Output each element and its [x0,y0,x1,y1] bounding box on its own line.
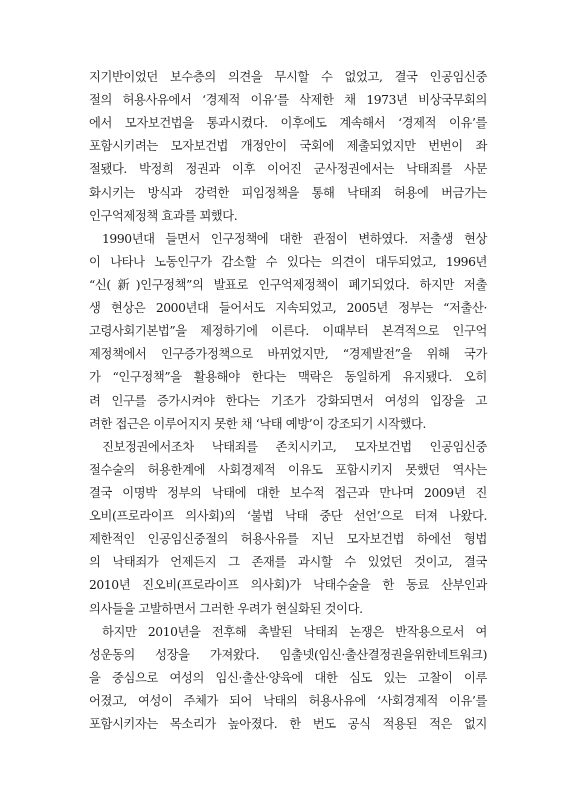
body-text [89,66,487,736]
paragraph-1 [89,66,487,228]
text-line: 결국 이명박 정부의 낙태에 대한 보수적 접근과 만나며 2009년 진 [89,485,487,500]
text-line: 포함시키려는 모자보건법 개정안이 국회에 제출되었지만 번번이 좌 [89,139,487,154]
text-line: 생 현상은 2000년대 들어서도 지속되었고, 2005년 정부는 “저출산· [89,301,487,316]
text-line: 에서 모자보건법을 통과시켰다. 이후에도 계속해서 ‘경제적 이유’를 [89,116,487,131]
text-line: 이 나타나 노동인구가 감소할 수 있다는 의견이 대두되었고, 1996년 [89,254,487,269]
text-line: 을 중심으로 여성의 임신·출산·양육에 대한 심도 있는 고찰이 이루 [89,670,487,685]
text-line: 제한적인 인공임신중절의 허용사유를 지닌 모자보건법 하에선 형법 [89,532,487,547]
text-line: 절됐다. 박정희 정권과 이후 이어진 군사정권에서는 낙태죄를 사문 [89,162,487,177]
text-line: 진보정권에서조차 낙태죄를 존치시키고, 모자보건법 인공임신중 [102,439,487,454]
text-line: 가 “인구정책”을 활용해야 한다는 맥락은 동일하게 유지됐다. 오히 [89,370,487,385]
text-line: 1990년대 들면서 인구정책에 대한 관점이 변하였다. 저출생 현상 [102,231,487,246]
text-line: 성운동의 성장을 가져왔다. 임출넷(임신·출산결정권을위한네트워크) [89,647,487,662]
text-line: 고령사회기본법”을 제정하기에 이른다. 이때부터 본격적으로 인구억 [89,324,487,339]
text-line: 지기반이었던 보수층의 의견을 무시할 수 없었고, 결국 인공임신중 [89,70,487,84]
text-line: 려 인구를 증가시켜야 한다는 기조가 강화되면서 여성의 입장을 고 [89,393,487,408]
text-line: 오비(프로라이프 의사회)의 ‘불법 낙태 중단 선언’으로 터져 나왔다. [89,509,487,524]
paragraph-4 [89,621,487,737]
text-line: 포함시키자는 목소리가 높아졌다. 한 번도 공식 적용된 적은 없지 [89,717,487,732]
text-line: 2010년 진오비(프로라이프 의사회)가 낙태수술을 한 동료 산부인과 [89,578,487,593]
text-line: 절수술의 허용한계에 사회경제적 이유도 포함시키지 못했던 역사는 [89,462,487,477]
text-line: 의 낙태죄가 언제든지 그 존재를 과시할 수 있었던 것이고, 결국 [89,555,487,570]
text-line: 어졌고, 여성이 주체가 되어 낙태의 허용사유에 ‘사회경제적 이유’를 [89,693,487,708]
text-line: 인구억제정책 효과를 꾀했다. [89,208,238,223]
paragraph-3 [89,436,487,621]
text-line: 절의 허용사유에서 ‘경제적 이유’를 삭제한 채 1973년 비상국무회의 [89,93,487,108]
text-line: 화시키는 방식과 강력한 피임정책을 통해 낙태죄 허용에 버금가는 [89,185,487,200]
text-line: 제정책에서 인구증가정책으로 바뀌었지만, “경제발전”을 위해 국가 [89,347,487,362]
text-line: 의사들을 고발하면서 그러한 우려가 현실화된 것이다. [89,601,363,616]
text-line: 려한 접근은 이루어지지 못한 채 ‘낙태 예방’이 강조되기 시작했다. [89,416,427,431]
text-line: “신(新)인구정책”의 발표로 인구억제정책이 폐기되었다. 하지만 저출 [89,277,487,292]
text-line: 하지만 2010년을 전후해 촉발된 낙태죄 논쟁은 반작용으로서 여 [102,624,487,639]
paragraph-2 [89,228,487,436]
